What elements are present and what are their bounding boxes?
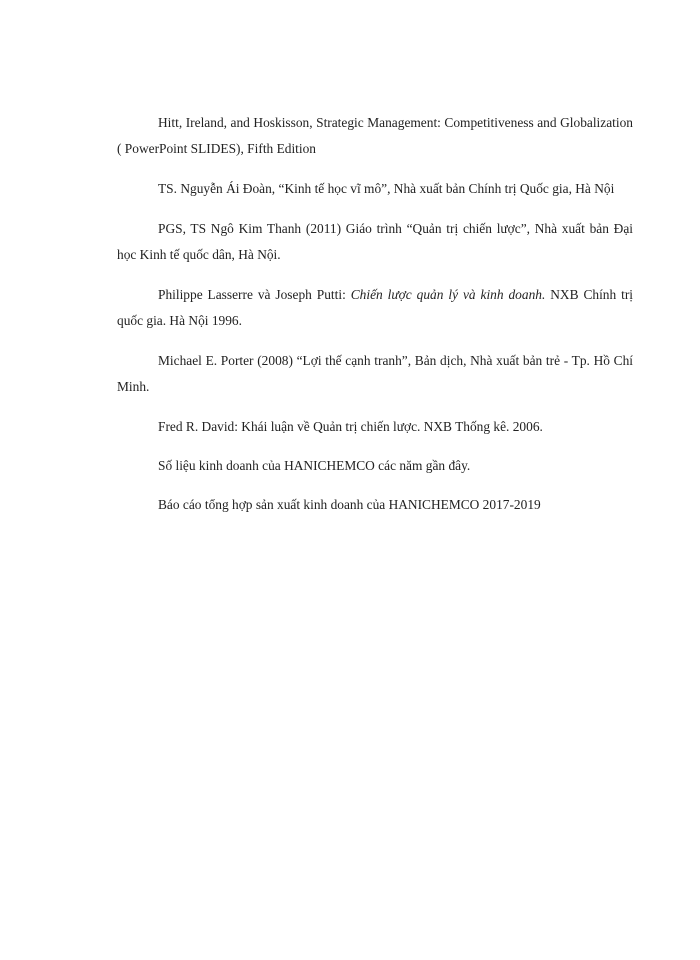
reference-item-5: Michael E. Porter (2008) “Lợi thế cạnh tranh”, Bản dịch, Nhà xuất bản trẻ - Tp. Hồ Chí Minh. xyxy=(117,353,633,394)
reference-book-title: Chiến lược quản lý và kinh doanh. xyxy=(350,287,546,302)
reference-item-6: Fred R. David: Khái luận về Quản trị chiến lược. NXB Thống kê. 2006. xyxy=(158,419,543,434)
reference-publisher: NXB Chính trị quốc gia. Hà Nội 1996. xyxy=(117,287,634,328)
reference-list xyxy=(117,110,633,531)
reference-author: Philippe Lasserre và Joseph Putti: xyxy=(158,287,351,302)
reference-item-1: Hitt, Ireland, and Hoskisson, Strategic Management: Competitiveness and Globalization ( PowerPoint SLIDES), Fifth Edition xyxy=(117,115,633,156)
reference-item-7: Số liệu kinh doanh của HANICHEMCO các năm gần đây. xyxy=(158,458,471,473)
reference-item-3: PGS, TS Ngô Kim Thanh (2011) Giáo trình “Quản trị chiến lược”, Nhà xuất bản Đại học Kinh tế quốc dân, Hà Nội. xyxy=(117,221,633,262)
reference-item-8: Báo cáo tổng hợp sản xuất kinh doanh của HANICHEMCO 2017-2019 xyxy=(158,497,541,512)
reference-item-2: TS. Nguyễn Ái Đoàn, “Kinh tế học vĩ mô”, Nhà xuất bản Chính trị Quốc gia, Hà Nội xyxy=(158,181,615,196)
reference-item-4 xyxy=(117,282,633,334)
